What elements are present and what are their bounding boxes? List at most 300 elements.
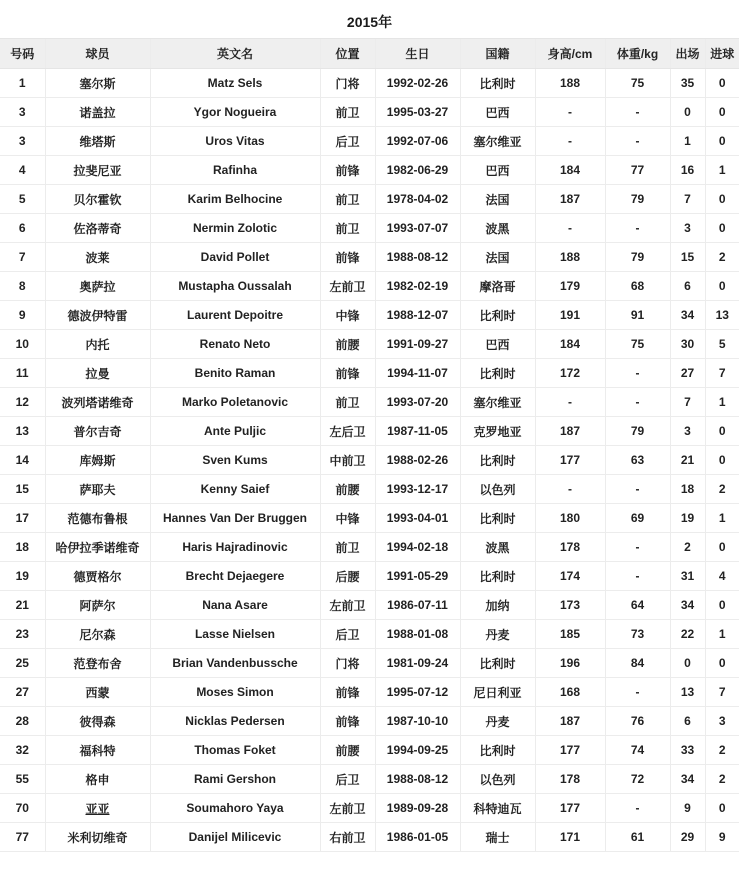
cell-birthday: 1995-07-12 [375, 678, 460, 707]
cell-weight: - [605, 533, 670, 562]
cell-appearances: 33 [670, 736, 705, 765]
cell-nationality: 摩洛哥 [460, 272, 535, 301]
cell-nationality: 比利时 [460, 301, 535, 330]
cell-birthday: 1995-03-27 [375, 98, 460, 127]
cell-nationality: 巴西 [460, 156, 535, 185]
cell-en_name: Nana Asare [150, 591, 320, 620]
cell-nationality: 以色列 [460, 475, 535, 504]
cell-position: 前锋 [320, 678, 375, 707]
cell-en_name: Nermin Zolotic [150, 214, 320, 243]
cell-player: 佐洛蒂奇 [45, 214, 150, 243]
cell-nationality: 波黑 [460, 533, 535, 562]
cell-number: 7 [0, 243, 45, 272]
table-header [0, 39, 739, 69]
cell-birthday: 1988-12-07 [375, 301, 460, 330]
cell-height: - [535, 127, 605, 156]
cell-birthday: 1988-08-12 [375, 765, 460, 794]
cell-en_name: Rafinha [150, 156, 320, 185]
cell-position: 左前卫 [320, 272, 375, 301]
cell-nationality: 巴西 [460, 98, 535, 127]
cell-height: 185 [535, 620, 605, 649]
cell-weight: 79 [605, 185, 670, 214]
table-row [0, 330, 739, 359]
cell-nationality: 丹麦 [460, 620, 535, 649]
cell-weight: 75 [605, 69, 670, 98]
cell-nationality: 比利时 [460, 446, 535, 475]
cell-nationality: 波黑 [460, 214, 535, 243]
cell-en_name: Laurent Depoitre [150, 301, 320, 330]
cell-birthday: 1988-01-08 [375, 620, 460, 649]
cell-player: 维塔斯 [45, 127, 150, 156]
table-row [0, 301, 739, 330]
table-row [0, 533, 739, 562]
cell-weight: 91 [605, 301, 670, 330]
table-row [0, 98, 739, 127]
cell-position: 左前卫 [320, 794, 375, 823]
cell-height: 178 [535, 533, 605, 562]
cell-height: 191 [535, 301, 605, 330]
players-table [0, 38, 739, 852]
cell-goals: 0 [705, 649, 739, 678]
cell-weight: 68 [605, 272, 670, 301]
cell-birthday: 1993-04-01 [375, 504, 460, 533]
cell-nationality: 比利时 [460, 504, 535, 533]
cell-height: 177 [535, 446, 605, 475]
cell-player: 范德布鲁根 [45, 504, 150, 533]
cell-player: 彼得森 [45, 707, 150, 736]
cell-position: 前卫 [320, 98, 375, 127]
cell-birthday: 1982-02-19 [375, 272, 460, 301]
cell-number: 6 [0, 214, 45, 243]
table-row [0, 243, 739, 272]
cell-en_name: Sven Kums [150, 446, 320, 475]
cell-position: 前卫 [320, 388, 375, 417]
table-row [0, 446, 739, 475]
header-cell-goals: 进球 [705, 39, 739, 69]
table-row [0, 620, 739, 649]
cell-goals: 3 [705, 707, 739, 736]
cell-nationality: 科特迪瓦 [460, 794, 535, 823]
cell-number: 5 [0, 185, 45, 214]
cell-appearances: 15 [670, 243, 705, 272]
cell-goals: 2 [705, 736, 739, 765]
cell-en_name: Brian Vandenbussche [150, 649, 320, 678]
cell-player: 德波伊特雷 [45, 301, 150, 330]
cell-birthday: 1989-09-28 [375, 794, 460, 823]
cell-position: 左前卫 [320, 591, 375, 620]
cell-weight: - [605, 562, 670, 591]
cell-goals: 0 [705, 446, 739, 475]
cell-birthday: 1994-02-18 [375, 533, 460, 562]
cell-en_name: Marko Poletanovic [150, 388, 320, 417]
cell-appearances: 22 [670, 620, 705, 649]
cell-appearances: 27 [670, 359, 705, 388]
cell-player: 塞尔斯 [45, 69, 150, 98]
cell-player: 格申 [45, 765, 150, 794]
cell-en_name: Soumahoro Yaya [150, 794, 320, 823]
cell-player: 萨耶夫 [45, 475, 150, 504]
cell-position: 前锋 [320, 707, 375, 736]
cell-birthday: 1994-09-25 [375, 736, 460, 765]
cell-appearances: 0 [670, 649, 705, 678]
cell-birthday: 1986-01-05 [375, 823, 460, 852]
cell-en_name: Kenny Saief [150, 475, 320, 504]
table-row [0, 156, 739, 185]
cell-player: 诺盖拉 [45, 98, 150, 127]
cell-number: 21 [0, 591, 45, 620]
cell-goals: 1 [705, 156, 739, 185]
cell-player: 奥萨拉 [45, 272, 150, 301]
cell-height: 188 [535, 69, 605, 98]
cell-number: 19 [0, 562, 45, 591]
cell-en_name: Uros Vitas [150, 127, 320, 156]
cell-nationality: 比利时 [460, 69, 535, 98]
table-row [0, 765, 739, 794]
cell-nationality: 尼日利亚 [460, 678, 535, 707]
cell-appearances: 0 [670, 98, 705, 127]
cell-appearances: 31 [670, 562, 705, 591]
table-row [0, 417, 739, 446]
cell-height: 173 [535, 591, 605, 620]
cell-en_name: Hannes Van Der Bruggen [150, 504, 320, 533]
cell-en_name: Haris Hajradinovic [150, 533, 320, 562]
cell-goals: 0 [705, 794, 739, 823]
cell-height: 177 [535, 736, 605, 765]
cell-en_name: Brecht Dejaegere [150, 562, 320, 591]
cell-height: 188 [535, 243, 605, 272]
cell-goals: 9 [705, 823, 739, 852]
cell-birthday: 1994-11-07 [375, 359, 460, 388]
cell-position: 前卫 [320, 533, 375, 562]
cell-en_name: David Pollet [150, 243, 320, 272]
cell-number: 15 [0, 475, 45, 504]
cell-weight: 76 [605, 707, 670, 736]
cell-weight: 72 [605, 765, 670, 794]
cell-en_name: Nicklas Pedersen [150, 707, 320, 736]
cell-weight: 75 [605, 330, 670, 359]
cell-appearances: 18 [670, 475, 705, 504]
cell-player: 米利切维奇 [45, 823, 150, 852]
cell-player: 范登布舍 [45, 649, 150, 678]
cell-position: 前卫 [320, 185, 375, 214]
cell-position: 中锋 [320, 301, 375, 330]
header-cell-en_name: 英文名 [150, 39, 320, 69]
cell-appearances: 7 [670, 185, 705, 214]
table-row [0, 794, 739, 823]
cell-en_name: Lasse Nielsen [150, 620, 320, 649]
cell-weight: 84 [605, 649, 670, 678]
cell-position: 左后卫 [320, 417, 375, 446]
cell-goals: 1 [705, 620, 739, 649]
cell-appearances: 13 [670, 678, 705, 707]
cell-position: 前腰 [320, 475, 375, 504]
cell-player: 哈伊拉季诺维奇 [45, 533, 150, 562]
cell-number: 17 [0, 504, 45, 533]
cell-appearances: 6 [670, 707, 705, 736]
cell-nationality: 塞尔维亚 [460, 388, 535, 417]
cell-goals: 0 [705, 272, 739, 301]
cell-appearances: 16 [670, 156, 705, 185]
cell-nationality: 以色列 [460, 765, 535, 794]
table-row [0, 823, 739, 852]
cell-nationality: 巴西 [460, 330, 535, 359]
cell-appearances: 19 [670, 504, 705, 533]
cell-appearances: 7 [670, 388, 705, 417]
cell-height: 171 [535, 823, 605, 852]
cell-goals: 1 [705, 388, 739, 417]
cell-birthday: 1991-05-29 [375, 562, 460, 591]
header-cell-weight: 体重/kg [605, 39, 670, 69]
cell-birthday: 1987-10-10 [375, 707, 460, 736]
cell-weight: - [605, 214, 670, 243]
table-row [0, 707, 739, 736]
cell-number: 11 [0, 359, 45, 388]
cell-goals: 0 [705, 127, 739, 156]
header-cell-height: 身高/cm [535, 39, 605, 69]
cell-weight: 74 [605, 736, 670, 765]
cell-weight: - [605, 475, 670, 504]
cell-appearances: 21 [670, 446, 705, 475]
cell-birthday: 1982-06-29 [375, 156, 460, 185]
cell-nationality: 法国 [460, 185, 535, 214]
cell-goals: 0 [705, 98, 739, 127]
cell-goals: 5 [705, 330, 739, 359]
cell-birthday: 1992-07-06 [375, 127, 460, 156]
table-row [0, 562, 739, 591]
cell-player: 波列塔诺维奇 [45, 388, 150, 417]
cell-number: 27 [0, 678, 45, 707]
cell-goals: 7 [705, 359, 739, 388]
cell-appearances: 9 [670, 794, 705, 823]
cell-number: 55 [0, 765, 45, 794]
cell-height: 187 [535, 707, 605, 736]
cell-nationality: 比利时 [460, 736, 535, 765]
cell-goals: 1 [705, 504, 739, 533]
header-row [0, 39, 739, 69]
cell-player: 西蒙 [45, 678, 150, 707]
cell-weight: 64 [605, 591, 670, 620]
cell-appearances: 30 [670, 330, 705, 359]
cell-en_name: Rami Gershon [150, 765, 320, 794]
cell-number: 13 [0, 417, 45, 446]
cell-position: 前卫 [320, 214, 375, 243]
cell-birthday: 1986-07-11 [375, 591, 460, 620]
cell-nationality: 法国 [460, 243, 535, 272]
cell-weight: - [605, 678, 670, 707]
cell-birthday: 1993-07-20 [375, 388, 460, 417]
cell-number: 3 [0, 127, 45, 156]
cell-weight: 77 [605, 156, 670, 185]
cell-goals: 0 [705, 533, 739, 562]
cell-en_name: Renato Neto [150, 330, 320, 359]
cell-nationality: 比利时 [460, 562, 535, 591]
cell-weight: - [605, 794, 670, 823]
cell-goals: 4 [705, 562, 739, 591]
page-title: 2015年 [346, 14, 393, 30]
cell-appearances: 1 [670, 127, 705, 156]
table-body [0, 69, 739, 852]
cell-goals: 0 [705, 69, 739, 98]
cell-weight: 79 [605, 417, 670, 446]
cell-height: 174 [535, 562, 605, 591]
cell-en_name: Danijel Milicevic [150, 823, 320, 852]
cell-number: 1 [0, 69, 45, 98]
cell-number: 18 [0, 533, 45, 562]
cell-en_name: Ante Puljic [150, 417, 320, 446]
cell-player: 尼尔森 [45, 620, 150, 649]
table-row [0, 214, 739, 243]
table-row [0, 359, 739, 388]
cell-position: 中锋 [320, 504, 375, 533]
cell-position: 中前卫 [320, 446, 375, 475]
cell-en_name: Ygor Nogueira [150, 98, 320, 127]
cell-height: 177 [535, 794, 605, 823]
cell-player [45, 794, 150, 823]
cell-appearances: 29 [670, 823, 705, 852]
cell-number: 77 [0, 823, 45, 852]
cell-en_name: Karim Belhocine [150, 185, 320, 214]
cell-birthday: 1993-07-07 [375, 214, 460, 243]
player-link[interactable]: 亚亚 [85, 801, 110, 816]
table-row [0, 272, 739, 301]
header-cell-player: 球员 [45, 39, 150, 69]
cell-position: 前锋 [320, 156, 375, 185]
cell-position: 后卫 [320, 620, 375, 649]
cell-goals: 0 [705, 185, 739, 214]
table-row [0, 185, 739, 214]
table-row [0, 649, 739, 678]
cell-nationality: 瑞士 [460, 823, 535, 852]
cell-birthday: 1981-09-24 [375, 649, 460, 678]
cell-appearances: 34 [670, 765, 705, 794]
cell-height: 187 [535, 185, 605, 214]
cell-number: 12 [0, 388, 45, 417]
cell-nationality: 克罗地亚 [460, 417, 535, 446]
cell-goals: 7 [705, 678, 739, 707]
cell-en_name: Benito Raman [150, 359, 320, 388]
cell-goals: 0 [705, 591, 739, 620]
cell-number: 70 [0, 794, 45, 823]
cell-birthday: 1978-04-02 [375, 185, 460, 214]
cell-height: 179 [535, 272, 605, 301]
cell-weight: 61 [605, 823, 670, 852]
cell-birthday: 1987-11-05 [375, 417, 460, 446]
cell-height: 180 [535, 504, 605, 533]
cell-weight: - [605, 359, 670, 388]
cell-appearances: 34 [670, 301, 705, 330]
cell-nationality: 比利时 [460, 359, 535, 388]
cell-birthday: 1988-08-12 [375, 243, 460, 272]
cell-player: 德贾格尔 [45, 562, 150, 591]
cell-player: 波莱 [45, 243, 150, 272]
cell-position: 后腰 [320, 562, 375, 591]
cell-weight: - [605, 388, 670, 417]
cell-height: 184 [535, 330, 605, 359]
cell-number: 25 [0, 649, 45, 678]
cell-goals: 2 [705, 765, 739, 794]
cell-en_name: Moses Simon [150, 678, 320, 707]
cell-appearances: 2 [670, 533, 705, 562]
table-row [0, 678, 739, 707]
cell-number: 14 [0, 446, 45, 475]
cell-position: 后卫 [320, 765, 375, 794]
cell-goals: 13 [705, 301, 739, 330]
table-row [0, 475, 739, 504]
header-cell-position: 位置 [320, 39, 375, 69]
cell-appearances: 35 [670, 69, 705, 98]
cell-nationality: 丹麦 [460, 707, 535, 736]
cell-weight: 79 [605, 243, 670, 272]
table-row [0, 591, 739, 620]
cell-goals: 2 [705, 243, 739, 272]
cell-weight: - [605, 98, 670, 127]
header-cell-birthday: 生日 [375, 39, 460, 69]
cell-position: 门将 [320, 649, 375, 678]
cell-height: - [535, 214, 605, 243]
cell-player: 阿萨尔 [45, 591, 150, 620]
cell-height: 196 [535, 649, 605, 678]
cell-appearances: 3 [670, 214, 705, 243]
header-cell-nationality: 国籍 [460, 39, 535, 69]
cell-height: 178 [535, 765, 605, 794]
cell-position: 前腰 [320, 736, 375, 765]
header-cell-appearances: 出场 [670, 39, 705, 69]
cell-height: 184 [535, 156, 605, 185]
cell-player: 拉曼 [45, 359, 150, 388]
table-row [0, 504, 739, 533]
cell-height: - [535, 475, 605, 504]
cell-birthday: 1992-02-26 [375, 69, 460, 98]
cell-number: 4 [0, 156, 45, 185]
cell-goals: 2 [705, 475, 739, 504]
cell-height: 168 [535, 678, 605, 707]
cell-height: 187 [535, 417, 605, 446]
cell-weight: 73 [605, 620, 670, 649]
cell-number: 3 [0, 98, 45, 127]
cell-position: 后卫 [320, 127, 375, 156]
cell-goals: 0 [705, 214, 739, 243]
cell-player: 库姆斯 [45, 446, 150, 475]
cell-position: 前锋 [320, 243, 375, 272]
cell-height: - [535, 388, 605, 417]
cell-position: 前腰 [320, 330, 375, 359]
cell-en_name: Mustapha Oussalah [150, 272, 320, 301]
cell-birthday: 1988-02-26 [375, 446, 460, 475]
table-row [0, 127, 739, 156]
cell-player: 福科特 [45, 736, 150, 765]
cell-weight: 69 [605, 504, 670, 533]
cell-en_name: Thomas Foket [150, 736, 320, 765]
table-row [0, 736, 739, 765]
cell-nationality: 加纳 [460, 591, 535, 620]
cell-weight: 63 [605, 446, 670, 475]
cell-appearances: 34 [670, 591, 705, 620]
cell-goals: 0 [705, 417, 739, 446]
cell-position: 门将 [320, 69, 375, 98]
cell-height: - [535, 98, 605, 127]
cell-number: 28 [0, 707, 45, 736]
cell-nationality: 比利时 [460, 649, 535, 678]
table-row [0, 388, 739, 417]
cell-number: 9 [0, 301, 45, 330]
cell-appearances: 3 [670, 417, 705, 446]
cell-birthday: 1991-09-27 [375, 330, 460, 359]
cell-number: 8 [0, 272, 45, 301]
cell-weight: - [605, 127, 670, 156]
cell-position: 右前卫 [320, 823, 375, 852]
cell-nationality: 塞尔维亚 [460, 127, 535, 156]
table-row [0, 69, 739, 98]
